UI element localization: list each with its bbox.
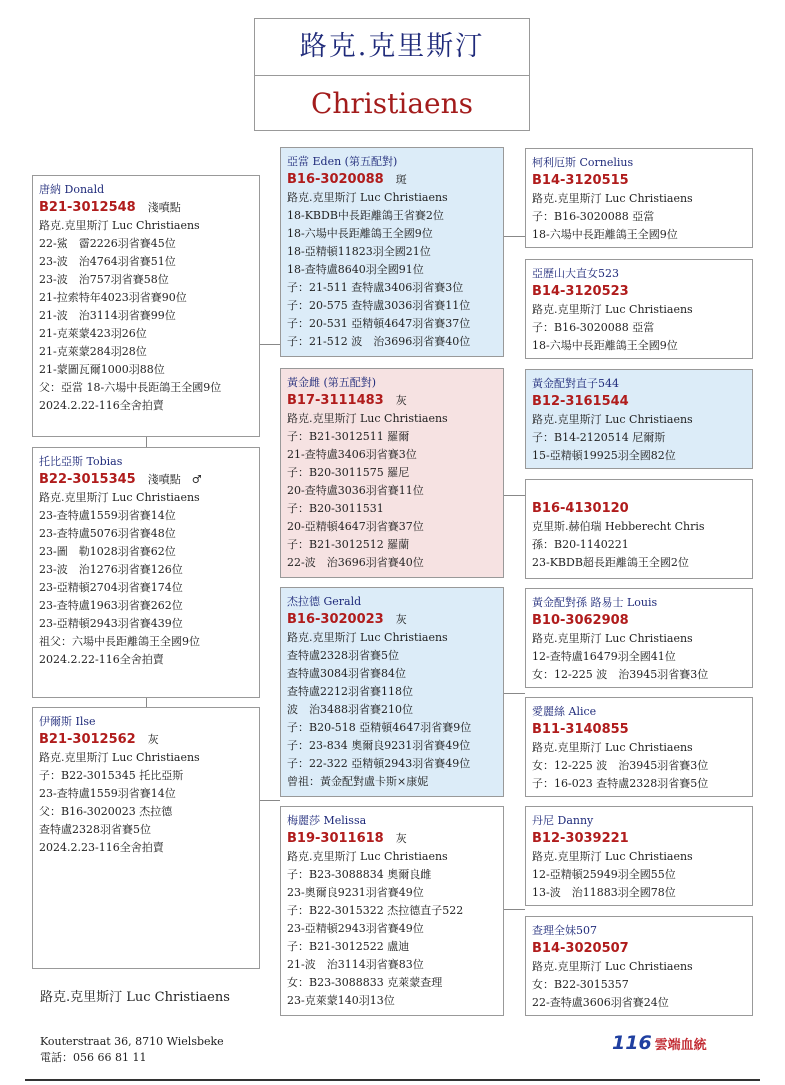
detail-line: 21-克萊蒙284羽28位: [39, 345, 147, 358]
detail-line: 2024.2.22-116全舍拍賣: [39, 399, 164, 412]
detail-line: 查特盧3084羽省賽84位: [287, 667, 406, 680]
detail-line: 路克.克里斯汀 Luc Christiaens: [39, 219, 200, 232]
detail-line: 路克.克里斯汀 Luc Christiaens: [532, 960, 693, 973]
bird-color: 淺噴點 ♂: [147, 473, 202, 486]
pedigree-card-dds: [525, 806, 753, 906]
brand-logo: [612, 1032, 707, 1054]
ring-number: B12-3039221: [532, 831, 629, 846]
detail-line: 23-波 治757羽省賽58位: [39, 273, 169, 286]
detail-line: 子：B21-3012512 羅蘭: [287, 538, 410, 551]
detail-line: 22-波 治3696羽省賽40位: [287, 556, 424, 569]
detail-line: 曾祖：黃金配對盧卡斯×康妮: [287, 775, 429, 788]
detail-line: 23-奧爾良9231羽省賽49位: [287, 886, 424, 899]
detail-line: 路克.克里斯汀 Luc Christiaens: [532, 413, 693, 426]
pedigree-card-dss: [525, 588, 753, 688]
ring-number: B10-3062908: [532, 613, 629, 628]
detail-line: 18-KBDB中長距離鴿王省賽2位: [287, 209, 444, 222]
ring-number: B17-3111483: [287, 393, 384, 408]
detail-line: 18-查特盧8640羽全國91位: [287, 263, 424, 276]
bird-name: 黃金配對孫 路易士 Louis: [532, 596, 658, 609]
pedigree-card-sdd: [525, 479, 753, 579]
detail-line: 克里斯.赫伯瑞 Hebberecht Chris: [532, 520, 705, 533]
detail-line: 查特盧2212羽省賽118位: [287, 685, 413, 698]
detail-line: 女：B23-3088833 克萊蒙查理: [287, 976, 443, 989]
ring-number: B21-3012562: [39, 732, 136, 747]
detail-line: 23-查特盧1559羽省賽14位: [39, 787, 176, 800]
bird-color: 淺噴點: [147, 201, 181, 214]
detail-line: 20-查特盧3036羽省賽11位: [287, 484, 424, 497]
detail-line: 23-亞精頓2943羽省賽49位: [287, 922, 424, 935]
detail-line: 18-六場中長距離鴿王全國9位: [532, 228, 678, 241]
detail-line: 22-鯊 霤2226羽省賽45位: [39, 237, 176, 250]
detail-line: 子：B22-3015322 杰拉德直子522: [287, 904, 464, 917]
detail-line: 女：B22-3015357: [532, 978, 629, 991]
detail-line: 23-KBDB超長距離鴿王全國2位: [532, 556, 689, 569]
detail-line: 12-亞精頓25949羽全國55位: [532, 868, 676, 881]
detail-line: 路克.克里斯汀 Luc Christiaens: [39, 751, 200, 764]
bird-name: 托比亞斯 Tobias: [39, 455, 123, 468]
bird-name: 愛麗絲 Alice: [532, 705, 597, 718]
detail-line: 查特盧2328羽省賽5位: [39, 823, 151, 836]
bird-name: 黃金雌 (第五配對): [287, 376, 377, 389]
bird-name: 丹尼 Danny: [532, 814, 594, 827]
detail-line: 子：21-512 波 治3696羽省賽40位: [287, 335, 471, 348]
detail-line: 2024.2.22-116全舍拍賣: [39, 653, 164, 666]
detail-line: 21-拉索特年4023羽省賽90位: [39, 291, 187, 304]
pedigree-card-dam: [32, 707, 260, 969]
detail-line: 路克.克里斯汀 Luc Christiaens: [39, 491, 200, 504]
connector-line: [504, 693, 525, 694]
connector-line: [260, 800, 280, 801]
bird-name: 柯利厄斯 Cornelius: [532, 156, 634, 169]
owner-name: 路克.克里斯汀 Luc Christiaens: [40, 990, 230, 1005]
detail-line: 23-查特盧5076羽省賽48位: [39, 527, 176, 540]
detail-line: 子：B21-3012511 羅爾: [287, 430, 410, 443]
connector-line: [504, 909, 525, 910]
detail-line: 15-亞精頓19925羽全國82位: [532, 449, 676, 462]
detail-line: 子：B22-3015345 托比亞斯: [39, 769, 184, 782]
pedigree-card-sibling: [32, 447, 260, 698]
pedigree-card-ssd: [525, 259, 753, 359]
detail-line: 父：B16-3020023 杰拉德: [39, 805, 173, 818]
detail-line: 23-查特盧1963羽省賽262位: [39, 599, 183, 612]
phone: 電話：056 66 81 11: [40, 1051, 147, 1064]
bird-color: 灰: [395, 394, 407, 407]
detail-line: 波 治3488羽省賽210位: [287, 703, 413, 716]
title-box: [254, 18, 530, 131]
bird-name: 亞當 Eden (第五配對): [287, 155, 398, 168]
connector-line: [146, 437, 147, 447]
detail-line: 20-亞精頓4647羽省賽37位: [287, 520, 424, 533]
detail-line: 子：21-511 查特盧3406羽省賽3位: [287, 281, 464, 294]
detail-line: 21-波 治3114羽省賽83位: [287, 958, 424, 971]
bird-color: 灰: [395, 832, 407, 845]
detail-line: 祖父：六場中長距離鴿王全國9位: [39, 635, 200, 648]
detail-line: 女：12-225 波 治3945羽省賽3位: [532, 759, 709, 772]
detail-line: 21-波 治3114羽省賽99位: [39, 309, 176, 322]
pedigree-card-dsd: [525, 697, 753, 797]
detail-line: 23-圖 勒1028羽省賽62位: [39, 545, 176, 558]
address: Kouterstraat 36, 8710 Wielsbeke: [40, 1035, 224, 1048]
connector-line: [146, 698, 147, 707]
detail-line: 路克.克里斯汀 Luc Christiaens: [532, 303, 693, 316]
detail-line: 23-亞精頓2943羽省賽439位: [39, 617, 183, 630]
detail-line: 子：B20-3011575 羅尼: [287, 466, 410, 479]
contact-info: [40, 1034, 224, 1066]
logo-text: 雲端血統: [654, 1038, 707, 1053]
detail-line: 21-查特盧3406羽省賽3位: [287, 448, 417, 461]
ring-number: B16-4130120: [532, 501, 629, 516]
title-english: Christiaens: [310, 87, 474, 120]
ring-number: B16-3020088: [287, 172, 384, 187]
bird-name: 亞歷山大直女523: [532, 267, 619, 280]
ring-number: B12-3161544: [532, 394, 629, 409]
bird-name: 伊爾斯 Ilse: [39, 715, 96, 728]
bird-name: 黃金配對直子544: [532, 377, 619, 390]
detail-line: 18-亞精頓11823羽全國21位: [287, 245, 431, 258]
bird-color: 灰: [147, 733, 159, 746]
detail-line: 路克.克里斯汀 Luc Christiaens: [287, 850, 448, 863]
detail-line: 23-波 治4764羽省賽51位: [39, 255, 176, 268]
detail-line: 子：20-531 亞精頓4647羽省賽37位: [287, 317, 471, 330]
bottom-divider: [25, 1079, 760, 1081]
detail-line: 路克.克里斯汀 Luc Christiaens: [532, 741, 693, 754]
detail-line: 子：B16-3020088 亞當: [532, 210, 655, 223]
detail-line: 子：23-834 奧爾良9231羽省賽49位: [287, 739, 471, 752]
ring-number: B21-3012548: [39, 200, 136, 215]
bird-name: 查理全妹507: [532, 924, 597, 937]
ring-number: B11-3140855: [532, 722, 629, 737]
title-chinese: 路克.克里斯汀: [255, 19, 529, 76]
ring-number: B14-3120515: [532, 173, 629, 188]
bird-name: 杰拉德 Gerald: [287, 595, 362, 608]
ring-number: B16-3020023: [287, 612, 384, 627]
detail-line: 23-波 治1276羽省賽126位: [39, 563, 183, 576]
detail-line: 18-六場中長距離鴿王全國9位: [287, 227, 433, 240]
pedigree-card-dam-dam: [280, 806, 504, 1016]
detail-line: 孫：B20-1140221: [532, 538, 629, 551]
detail-line: 女：12-225 波 治3945羽省賽3位: [532, 668, 709, 681]
detail-line: 路克.克里斯汀 Luc Christiaens: [532, 192, 693, 205]
pedigree-card-sire-sire: [280, 147, 504, 357]
detail-line: 子：B16-3020088 亞當: [532, 321, 655, 334]
bird-color: 斑: [395, 173, 407, 186]
pedigree-card-sire-dam: [280, 368, 504, 578]
detail-line: 父：亞當 18-六場中長距鴿王全國9位: [39, 381, 222, 394]
detail-line: 子：20-575 查特盧3036羽省賽11位: [287, 299, 471, 312]
ring-number: B14-3120523: [532, 284, 629, 299]
detail-line: 路克.克里斯汀 Luc Christiaens: [287, 191, 448, 204]
connector-line: [504, 495, 525, 496]
detail-line: 子：B14-2120514 尼爾斯: [532, 431, 666, 444]
detail-line: 子：B20-3011531: [287, 502, 384, 515]
detail-line: 21-蒙圖瓦爾1000羽88位: [39, 363, 165, 376]
logo-number: 116: [612, 1032, 652, 1054]
bird-color: 灰: [395, 613, 407, 626]
detail-line: 13-波 治11883羽全國78位: [532, 886, 676, 899]
connector-line: [504, 236, 525, 237]
detail-line: 12-查特盧16479羽全國41位: [532, 650, 676, 663]
bird-name: 梅麗莎 Melissa: [287, 814, 367, 827]
detail-line: 子：B23-3088834 奧爾良雌: [287, 868, 432, 881]
detail-line: 子：B21-3012522 盧迪: [287, 940, 410, 953]
detail-line: 路克.克里斯汀 Luc Christiaens: [532, 632, 693, 645]
ring-number: B14-3020507: [532, 941, 629, 956]
detail-line: 子：16-023 查特盧2328羽省賽5位: [532, 777, 709, 790]
detail-line: 23-查特盧1559羽省賽14位: [39, 509, 176, 522]
detail-line: 子：B20-518 亞精頓4647羽省賽9位: [287, 721, 472, 734]
detail-line: 21-克萊蒙423羽26位: [39, 327, 147, 340]
detail-line: 2024.2.23-116全舍拍賣: [39, 841, 164, 854]
detail-line: 路克.克里斯汀 Luc Christiaens: [532, 850, 693, 863]
pedigree-card-sss: [525, 148, 753, 248]
connector-line: [260, 344, 280, 345]
detail-line: 路克.克里斯汀 Luc Christiaens: [287, 412, 448, 425]
detail-line: 查特盧2328羽省賽5位: [287, 649, 399, 662]
pedigree-card-sire: [32, 175, 260, 437]
ring-number: B19-3011618: [287, 831, 384, 846]
pedigree-card-ddd: [525, 916, 753, 1016]
detail-line: 23-克萊蒙140羽13位: [287, 994, 395, 1007]
detail-line: 路克.克里斯汀 Luc Christiaens: [287, 631, 448, 644]
detail-line: 18-六場中長距離鴿王全國9位: [532, 339, 678, 352]
pedigree-card-sds: [525, 369, 753, 469]
bird-name: 唐納 Donald: [39, 183, 105, 196]
detail-line: 子：22-322 亞精頓2943羽省賽49位: [287, 757, 471, 770]
detail-line: 23-亞精頓2704羽省賽174位: [39, 581, 183, 594]
detail-line: 22-查特盧3606羽省賽24位: [532, 996, 669, 1009]
pedigree-card-dam-sire: [280, 587, 504, 797]
ring-number: B22-3015345: [39, 472, 136, 487]
